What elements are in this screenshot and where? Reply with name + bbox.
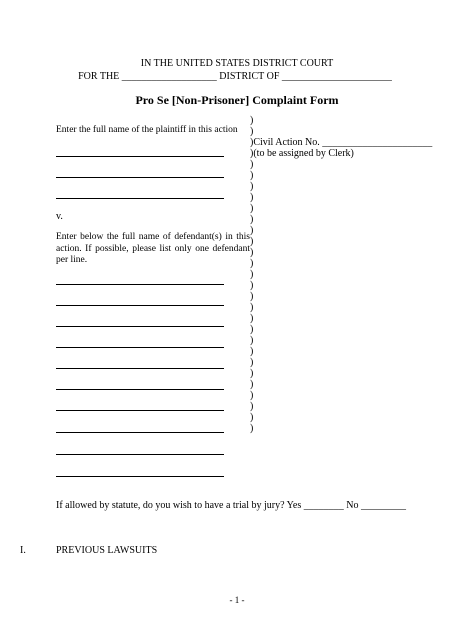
paren-mark: ): [250, 412, 254, 423]
paren-mark: ): [250, 368, 254, 379]
paren-mark: ): [250, 269, 254, 280]
civil-action-number: )Civil Action No. ______________________: [250, 137, 433, 148]
defendant-name-line[interactable]: [56, 432, 224, 433]
plaintiff-name-line[interactable]: [56, 198, 224, 199]
paren-mark: ): [250, 291, 254, 302]
plaintiff-name-line[interactable]: [56, 156, 224, 157]
paren-mark: ): [250, 357, 254, 368]
assigned-by-clerk-note: )(to be assigned by Clerk): [250, 148, 354, 159]
paren-mark: ): [250, 390, 254, 401]
paren-mark: ): [250, 258, 254, 269]
paren-mark: ): [250, 126, 254, 137]
paren-mark: ): [250, 247, 254, 258]
defendant-name-line[interactable]: [56, 410, 224, 411]
jury-trial-question: If allowed by statute, do you wish to have a trial by jury? Yes ________ No _________: [56, 500, 406, 511]
defendant-name-line[interactable]: [56, 347, 224, 348]
paren-mark: ): [250, 159, 254, 170]
paren-mark: ): [250, 346, 254, 357]
plaintiff-name-line[interactable]: [56, 177, 224, 178]
paren-mark: ): [250, 170, 254, 181]
section-number: I.: [20, 545, 26, 556]
defendant-name-line[interactable]: [56, 454, 224, 455]
section-title: PREVIOUS LAWSUITS: [56, 545, 158, 556]
paren-mark: ): [250, 280, 254, 291]
plaintiff-instruction: Enter the full name of the plaintiff in this action: [56, 125, 238, 135]
paren-mark: ): [250, 203, 254, 214]
paren-mark: ): [250, 335, 254, 346]
district-line: FOR THE ___________________ DISTRICT OF ______________________: [78, 71, 392, 82]
paren-mark: ): [250, 401, 254, 412]
defendant-name-line[interactable]: [56, 476, 224, 477]
paren-mark: ): [250, 302, 254, 313]
defendant-name-line[interactable]: [56, 305, 224, 306]
page-number: - 1 -: [229, 595, 245, 605]
paren-mark: ): [250, 313, 254, 324]
defendant-name-line[interactable]: [56, 284, 224, 285]
versus-label: v.: [56, 211, 63, 222]
paren-mark: ): [250, 225, 254, 236]
form-title: Pro Se [Non-Prisoner] Complaint Form: [135, 93, 339, 107]
defendant-name-line[interactable]: [56, 368, 224, 369]
paren-mark: ): [250, 379, 254, 390]
paren-mark: ): [250, 192, 254, 203]
paren-mark: ): [250, 181, 254, 192]
court-heading: IN THE UNITED STATES DISTRICT COURT: [140, 58, 334, 69]
paren-mark: ): [250, 115, 254, 126]
defendant-instruction: Enter below the full name of defendant(s) in this action. If possible, please list only one defendant per line.: [56, 232, 250, 265]
paren-mark: ): [250, 324, 254, 335]
paren-mark: ): [250, 423, 254, 434]
paren-mark: ): [250, 214, 254, 225]
paren-mark: ): [250, 236, 254, 247]
defendant-name-line[interactable]: [56, 326, 224, 327]
defendant-name-line[interactable]: [56, 389, 224, 390]
